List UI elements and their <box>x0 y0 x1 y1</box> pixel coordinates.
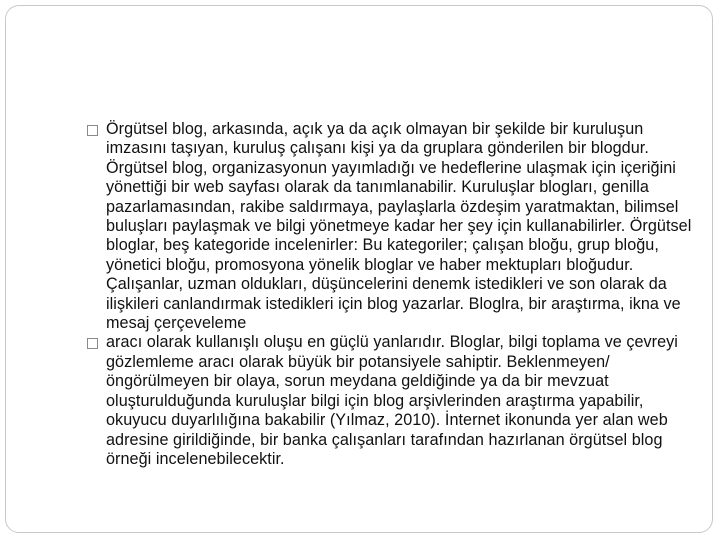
bullet-item-2 <box>86 333 696 469</box>
bullet-text-1: Örgütsel blog, arkasında, açık ya da açık olmayan bir şekilde bir kuruluşun imzasını taşıyan, kuruluş çalışanı kişi ya da gruplara gönderilen bir blogdur. Örgütsel blog, organizasyonun yayımladığı ve hedeflerine ulaşmak için içeriğini yönettiği bir web sayfası olarak da tanımlanabilir. Kuruluşlar blogları, genilla pazarlamasından, rakibe saldırmaya, paylaşlarla özdeşim yaratmaktan, bilimsel buluşları paylaşmak ve bilgi yönetmeye kadar her şey için kullanabilirler. Örgütsel bloglar, beş kategoride incelenirler: Bu kategoriler; çalışan bloğu, grup bloğu, yönetici bloğu, promosyona yönelik bloglar ve haber mektupları bloğudur. Çalışanlar, uzman oldukları, düşüncelerini denemk istedikleri ve son olarak da ilişkileri canlandırmak istedikleri için blog yazarlar. Bloglra, bir araştırma, ikna ve mesaj çerçeveleme <box>106 120 692 333</box>
bullet-text-2: aracı olarak kullanışlı oluşu en güçlü yanlarıdır. Bloglar, bilgi toplama ve çevreyi gözlemleme aracı olarak büyük bir potansiyele sahiptir. Beklenmeyen/öngörülmeyen bir olaya, sorun meydana geldiğinde ya da bir mevzuat oluşturulduğunda kuruluşlar bilgi için blog arşivlerinden araştırma yapabilir, okuyucu duyarlılığına bakabilir (Yılmaz, 2010). İnternet ikonunda yer alan web adresine girildiğinde, bir banka çalışanları tarafından hazırlanan örgütsel blog örneği incelenebilecektir. <box>106 333 678 468</box>
square-outline-bullet-icon <box>87 125 98 136</box>
slide-frame <box>5 5 713 533</box>
square-outline-bullet-icon <box>87 338 98 349</box>
bullet-item-1 <box>86 120 696 333</box>
slide-content <box>86 120 696 469</box>
